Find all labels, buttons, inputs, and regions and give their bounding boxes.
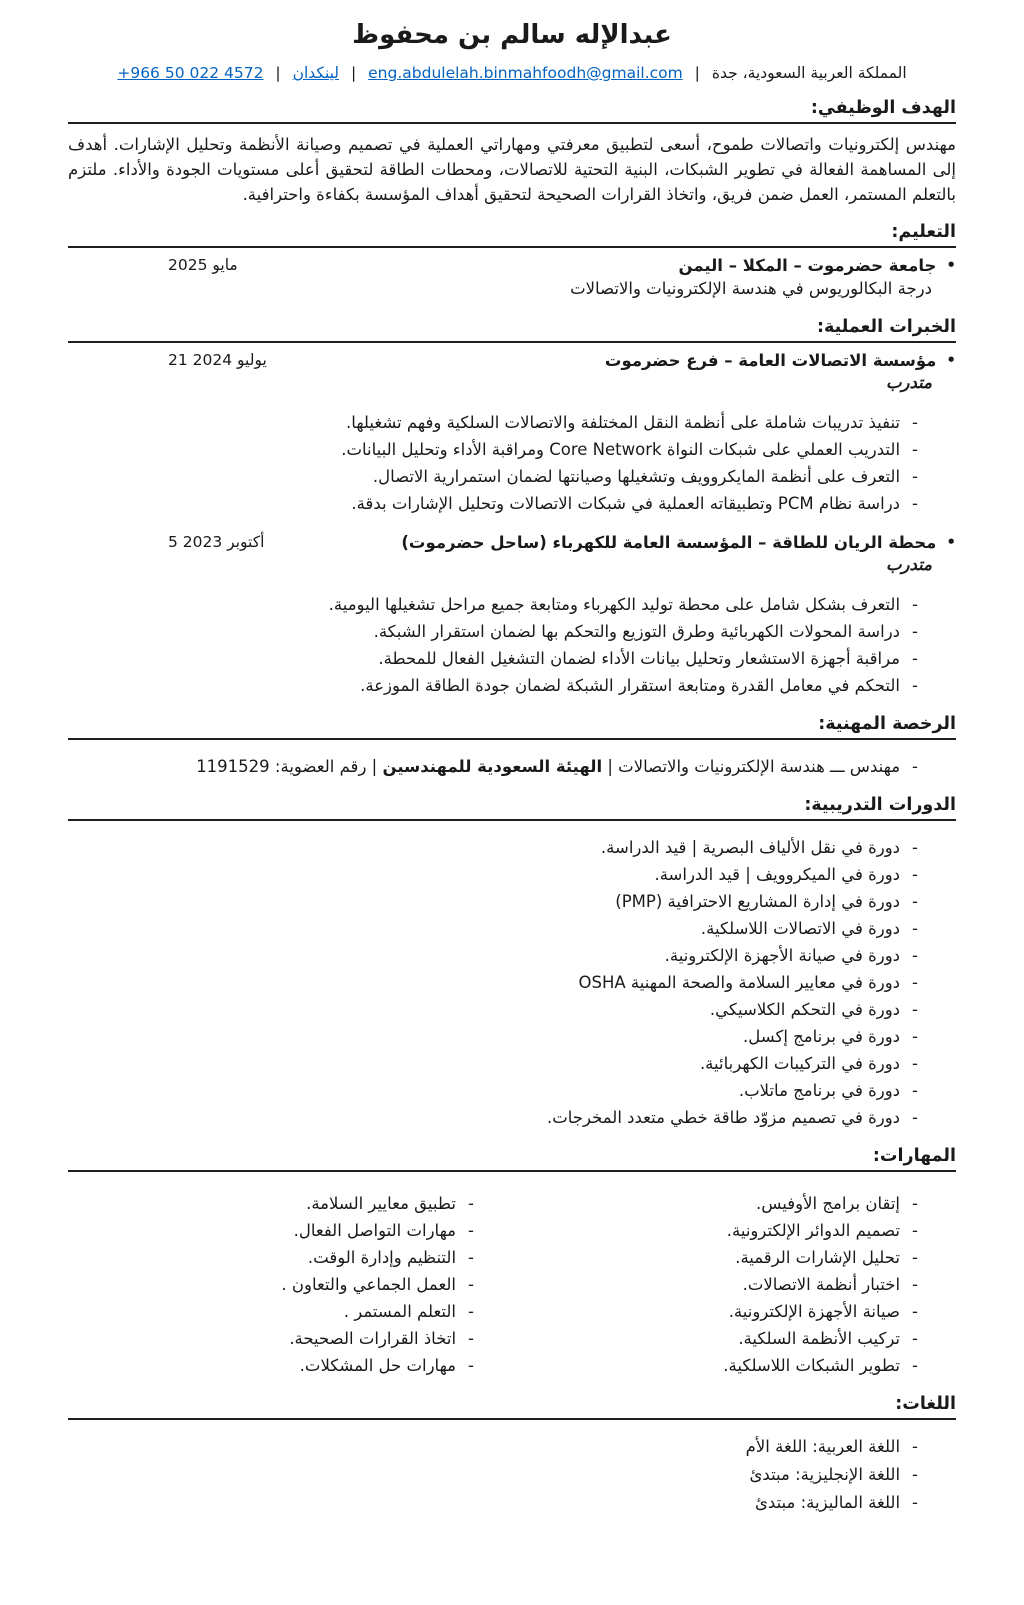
experience-date: 5 أكتوبر 2023 [168,533,265,551]
license-org: الهيئة السعودية للمهندسين [382,757,603,776]
skill-item [512,1217,918,1244]
course-item-text: دورة في الاتصالات اللاسلكية. [700,919,901,938]
contact-separator: | [694,64,700,82]
education-entry [68,256,956,275]
section-education-title: التعليم: [891,222,956,242]
linkedin-link[interactable]: لينكدان [292,64,340,82]
dash-marker: - [912,1356,918,1375]
experience-bullet-list [68,591,918,699]
course-item [68,1077,918,1104]
experience-bullet-text: التحكم في معامل القدرة ومتابعة استقرار الشبكة لضمان جودة الطاقة الموزعة. [360,676,901,695]
skill-item [512,1298,918,1325]
course-item-text: دورة في برنامج إكسل. [743,1027,901,1046]
courses-list [68,834,918,1131]
dash-marker: - [912,1329,918,1348]
skill-item [68,1325,474,1352]
dash-marker: - [912,892,918,911]
dash-marker: - [912,413,918,432]
skill-item [68,1271,474,1298]
dash-marker: - [912,1465,918,1484]
dash-marker: - [912,1248,918,1267]
skill-item-text: مهارات حل المشكلات. [299,1356,457,1375]
dash-marker: - [912,757,918,776]
experience-entry [68,351,956,517]
skills-left-list [68,1190,474,1379]
languages-list [68,1433,918,1517]
section-courses [68,795,956,821]
section-skills [68,1146,956,1172]
section-objective-title: الهدف الوظيفي: [810,98,956,118]
skill-item-text: تحليل الإشارات الرقمية. [735,1248,901,1267]
language-item [68,1489,918,1517]
language-item-text: اللغة الماليزية: مبتدئ [755,1493,901,1512]
experience-bullet-text: تنفيذ تدريبات شاملة على أنظمة النقل المختلفة والاتصالات السلكية وفهم تشغيلها. [346,413,901,432]
skill-item-text: اتخاذ القرارات الصحيحة. [289,1329,457,1348]
license-item [68,753,918,780]
dash-marker: - [912,494,918,513]
dash-marker: - [468,1329,474,1348]
dash-marker: - [912,440,918,459]
contact-line [68,64,956,82]
dash-marker: - [912,649,918,668]
dash-marker: - [912,1493,918,1512]
dash-marker: - [912,1108,918,1127]
skill-item [68,1352,474,1379]
experience-date: 21 يوليو 2024 [168,351,267,369]
dash-marker: - [912,1275,918,1294]
skill-item [512,1244,918,1271]
dash-marker: - [912,1302,918,1321]
dash-marker: - [468,1275,474,1294]
dash-marker: - [912,1437,918,1456]
skill-item [512,1190,918,1217]
course-item [68,915,918,942]
course-item [68,1023,918,1050]
section-languages [68,1394,956,1420]
dash-marker: - [912,1081,918,1100]
education-institution: جامعة حضرموت – المكلا – اليمن [678,256,937,275]
section-experience [68,317,956,343]
course-item-text: دورة في الميكروويف | قيد الدراسة. [654,865,901,884]
dash-marker: - [468,1302,474,1321]
experience-bullet [68,672,918,699]
course-item [68,834,918,861]
dash-marker: - [912,946,918,965]
course-item [68,1104,918,1131]
dash-marker: - [912,1027,918,1046]
section-objective [68,98,956,124]
experience-bullet-text: التعرف على أنظمة المايكروويف وتشغيلها وصيانتها لضمان استمرارية الاتصال. [372,467,901,486]
skills-grid [68,1180,956,1379]
experience-entry [68,533,956,699]
skills-right-list [512,1190,918,1379]
bullet-marker: • [946,256,956,274]
license-list [68,753,918,780]
experience-bullet [68,436,918,463]
experience-entry-title [401,533,956,552]
dash-marker: - [912,1194,918,1213]
skill-item [512,1271,918,1298]
course-item [68,861,918,888]
section-skills-title: المهارات: [872,1146,956,1166]
language-item [68,1461,918,1489]
course-item-text: دورة في إدارة المشاريع الاحترافية (PMP) [615,892,901,911]
dash-marker: - [912,1054,918,1073]
dash-marker: - [468,1194,474,1213]
course-item-text: دورة في تصميم مزوّد طاقة خطي متعدد المخرجات. [547,1108,901,1127]
contact-separator: | [350,64,357,82]
experience-entry-title [605,351,956,370]
skill-item-text: صيانة الأجهزة الإلكترونية. [728,1302,901,1321]
course-item-text: دورة في نقل الألياف البصرية | قيد الدراسة. [600,838,901,857]
dash-marker: - [912,838,918,857]
experience-entry-head [68,351,956,370]
contact-separator: | [275,64,281,82]
license-prefix: مهندس ـــ هندسة الإلكترونيات والاتصالات | [602,757,901,776]
section-license [68,714,956,740]
experience-bullet-list [68,409,918,517]
dash-marker: - [912,865,918,884]
course-item [68,1050,918,1077]
experience-organization: محطة الريان للطاقة – المؤسسة العامة للكهرباء (ساحل حضرموت) [401,533,937,552]
bullet-marker: • [946,533,956,551]
experience-bullet-text: التعرف بشكل شامل على محطة توليد الكهرباء ومتابعة جميع مراحل تشغيلها اليومية. [328,595,901,614]
section-courses-title: الدورات التدريبية: [804,795,956,815]
course-item-text: دورة في صيانة الأجهزة الإلكترونية. [664,946,901,965]
course-item [68,888,918,915]
skill-item-text: تركيب الأنظمة السلكية. [738,1329,901,1348]
course-item-text: دورة في معايير السلامة والصحة المهنية OSHA [578,973,901,992]
language-item-text: اللغة الإنجليزية: مبتدئ [749,1465,901,1484]
experience-bullet [68,463,918,490]
page-title: عبدالإله سالم بن محفوظ [352,20,672,50]
dash-marker: - [468,1356,474,1375]
dash-marker: - [912,622,918,641]
skill-item-text: التنظيم وإدارة الوقت. [307,1248,457,1267]
dash-marker: - [912,919,918,938]
dash-marker: - [912,676,918,695]
experience-role: متدرب [886,555,932,574]
section-languages-title: اللغات: [895,1394,956,1414]
education-date: مايو 2025 [168,256,238,274]
experience-bullet [68,490,918,517]
course-item-text: دورة في برنامج ماتلاب. [738,1081,901,1100]
license-suffix: | رقم العضوية: 1191529 [196,757,383,776]
course-item-text: دورة في التحكم الكلاسيكي. [709,1000,901,1019]
course-item [68,996,918,1023]
contact-location: المملكة العربية السعودية، جدة [711,64,907,82]
dash-marker: - [912,973,918,992]
experience-bullet-text: مراقبة أجهزة الاستشعار وتحليل بيانات الأداء لضمان التشغيل الفعال للمحطة. [378,649,901,668]
education-degree: درجة البكالوريوس في هندسة الإلكترونيات والاتصالات [570,279,932,298]
course-item-text: دورة في التركيبات الكهربائية. [699,1054,901,1073]
skills-column-left [68,1180,512,1379]
skill-item-text: إتقان برامج الأوفيس. [755,1194,901,1213]
email-link[interactable]: eng.abdulelah.binmahfoodh@gmail.com [368,64,683,82]
dash-marker: - [468,1248,474,1267]
skill-item-text: تطبيق معايير السلامة. [306,1194,457,1213]
experience-bullet-text: دراسة المحولات الكهربائية وطرق التوزيع والتحكم بها لضمان استقرار الشبكة. [373,622,901,641]
skill-item [68,1298,474,1325]
skill-item [68,1244,474,1271]
experience-role: متدرب [886,373,932,392]
objective-text: مهندس إلكترونيات واتصالات طموح، أسعى لتطبيق معرفتي ومهاراتي العملية في تصميم وصيانة الأنظمة وتحليل الإشارات. أهدف إلى المساهمة الفعالة في تطوير الشبكات، البنية التحتية للاتصالات، ومحطات الطاقة لتحقيق أعلى مستويات الجودة والأداء. ملتزم بالتعلم المستمر، العمل ضمن فريق، واتخاذ القرارات الصحيحة لتحقيق أهداف المؤسسة بكفاءة واحترافية. [68,135,956,204]
skill-item-text: مهارات التواصل الفعال. [293,1221,457,1240]
course-item [68,942,918,969]
experience-entry-head [68,533,956,552]
phone-link[interactable]: +966 50 022 4572 [117,64,264,82]
section-license-title: الرخصة المهنية: [818,714,956,734]
course-item [68,969,918,996]
skill-item-text: اختبار أنظمة الاتصالات. [742,1275,901,1294]
language-item-text: اللغة العربية: اللغة الأم [745,1437,901,1456]
experience-bullet [68,645,918,672]
experience-bullet [68,618,918,645]
bullet-marker: • [946,351,956,369]
dash-marker: - [912,595,918,614]
section-experience-title: الخبرات العملية: [817,317,956,337]
skill-item [512,1325,918,1352]
skill-item-text: التعلم المستمر . [343,1302,457,1321]
language-item [68,1433,918,1461]
skill-item [68,1217,474,1244]
dash-marker: - [468,1221,474,1240]
experience-bullet-text: التدريب العملي على شبكات النواة Core Network ومراقبة الأداء وتحليل البيانات. [341,440,901,459]
experience-bullet [68,591,918,618]
dash-marker: - [912,467,918,486]
skill-item-text: تطوير الشبكات اللاسلكية. [723,1356,901,1375]
skill-item [68,1190,474,1217]
skill-item-text: تصميم الدوائر الإلكترونية. [726,1221,901,1240]
education-entry-title [678,256,956,275]
dash-marker: - [912,1221,918,1240]
skills-column-right [512,1180,956,1379]
section-education [68,222,956,248]
license-text [68,753,900,780]
skill-item [512,1352,918,1379]
dash-marker: - [912,1000,918,1019]
skill-item-text: العمل الجماعي والتعاون . [281,1275,457,1294]
experience-organization: مؤسسة الاتصالات العامة – فرع حضرموت [604,351,937,370]
experience-bullet-text: دراسة نظام PCM وتطبيقاته العملية في شبكات الاتصالات وتحليل الإشارات بدقة. [351,494,901,513]
experience-bullet [68,409,918,436]
